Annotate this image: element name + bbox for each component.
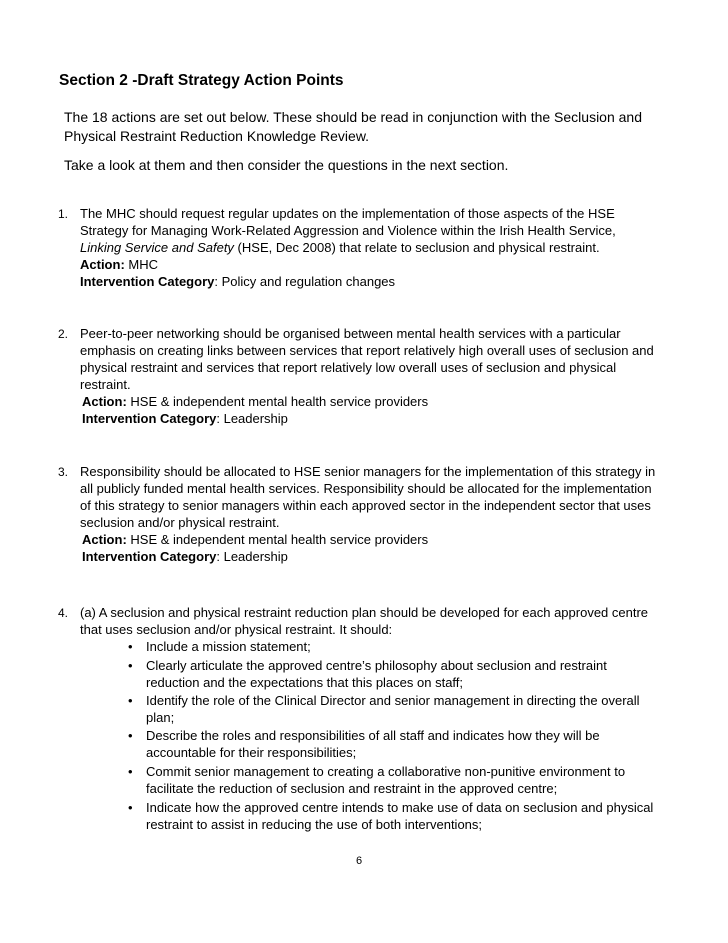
bullet-icon: • (128, 764, 133, 779)
bullet-line: accountable for their responsibilities; (146, 745, 357, 760)
item-text-fragment: (HSE, Dec 2008) that relate to seclusion and physical restraint. (233, 240, 600, 255)
item-number: 4. (58, 606, 69, 620)
item-text-line: that uses seclusion and/or physical restraint. It should: (80, 622, 393, 637)
bullet-line: Include a mission statement; (146, 639, 311, 654)
intro-line-1: The 18 actions are set out below. These should be read in conjunction with the Seclusion and (64, 109, 643, 125)
item-number: 2. (58, 327, 69, 341)
item-text-line: Strategy for Managing Work-Related Aggression and Violence within the Irish Health Service, (80, 223, 616, 238)
action-value: HSE & independent mental health service providers (126, 532, 429, 547)
action-item-4 (80, 604, 680, 638)
action-value: MHC (124, 257, 158, 272)
action-label: Action: (82, 532, 127, 547)
bullet-icon: • (128, 639, 133, 654)
category-value: : Leadership (216, 411, 288, 426)
category-label: Intervention Category (82, 549, 217, 564)
bullet-line: Describe the roles and responsibilities of all staff and indicates how they will be (146, 728, 600, 743)
publication-title: Linking Service and Safety (80, 240, 234, 255)
bullet-line: facilitate the reduction of seclusion and restraint in the approved centre; (146, 781, 558, 796)
category-value: : Policy and regulation changes (214, 274, 396, 289)
bullet-item (146, 638, 686, 655)
bullet-icon: • (128, 800, 133, 815)
intro-line-2: Physical Restraint Reduction Knowledge Review. (64, 128, 370, 144)
bullet-line: Indicate how the approved centre intends to make use of data on seclusion and physical (146, 800, 654, 815)
item-text-line: restraint. (80, 377, 131, 392)
item-text-line: Peer-to-peer networking should be organised between mental health services with a particular (80, 326, 621, 341)
bullet-item (146, 763, 686, 797)
action-item-3 (80, 463, 680, 565)
bullet-icon: • (128, 693, 133, 708)
bullet-item (146, 692, 686, 726)
item-text-line (80, 239, 680, 256)
action-item-1 (80, 205, 680, 290)
page-number: 6 (356, 855, 363, 867)
item-text-line: (a) A seclusion and physical restraint reduction plan should be developed for each approved centre (80, 605, 649, 620)
item-text-line: all publicly funded mental health services. Responsibility should be allocated for the implementation (80, 481, 652, 496)
item-number: 1. (58, 207, 69, 221)
item-number: 3. (58, 465, 69, 479)
category-line (80, 273, 680, 290)
bullet-line: Identify the role of the Clinical Director and senior management in directing the overall (146, 693, 640, 708)
item-text-line: physical restraint and services that report relatively low overall uses of seclusion and physical (80, 360, 617, 375)
bullet-line: restraint to assist in reducing the use of both interventions; (146, 817, 483, 832)
category-label: Intervention Category (80, 274, 215, 289)
item-text-line: Responsibility should be allocated to HSE senior managers for the implementation of this strategy in (80, 464, 656, 479)
bullet-line: plan; (146, 710, 175, 725)
bullet-item (146, 657, 686, 691)
bullet-line: reduction and the expectations that this places on staff; (146, 675, 464, 690)
category-line (80, 548, 680, 565)
action-line (80, 393, 680, 410)
bullet-item (146, 727, 686, 761)
bullet-item (146, 799, 686, 833)
action-value: HSE & independent mental health service providers (126, 394, 429, 409)
item-text-line: The MHC should request regular updates on the implementation of those aspects of the HSE (80, 206, 615, 221)
action-label: Action: (82, 394, 127, 409)
category-value: : Leadership (216, 549, 288, 564)
action-item-2 (80, 325, 680, 427)
action-line (80, 256, 680, 273)
action-line (80, 531, 680, 548)
category-label: Intervention Category (82, 411, 217, 426)
bullet-icon: • (128, 728, 133, 743)
item-text-line: of this strategy to senior managers within each approved sector in the independent sector that uses (80, 498, 651, 513)
bullet-line: Clearly articulate the approved centre’s philosophy about seclusion and restraint (146, 658, 607, 673)
bullet-line: Commit senior management to creating a collaborative non-punitive environment to (146, 764, 626, 779)
intro-line-3: Take a look at them and then consider the questions in the next section. (64, 157, 509, 173)
item-text-line: emphasis on creating links between services that report relatively high overall uses of seclusion and (80, 343, 654, 358)
action-label: Action: (80, 257, 125, 272)
category-line (80, 410, 680, 427)
item-text-line: seclusion and/or physical restraint. (80, 515, 280, 530)
bullet-icon: • (128, 658, 133, 673)
section-heading: Section 2 -Draft Strategy Action Points (59, 72, 344, 89)
